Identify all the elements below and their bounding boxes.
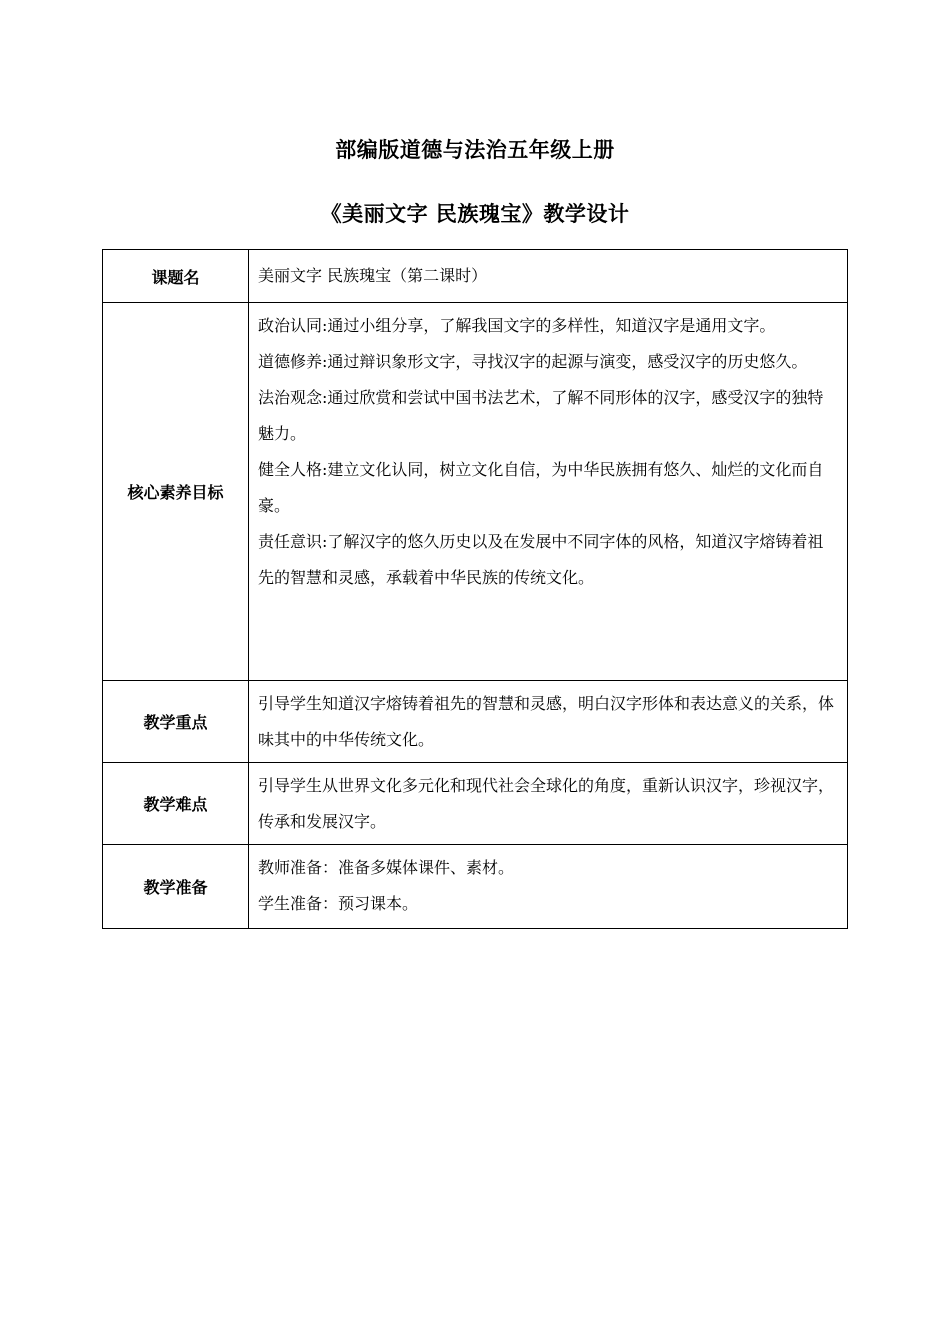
row-content-preparation	[249, 845, 848, 929]
row-label-key-points: 教学重点	[103, 681, 249, 763]
goal-sound-personality: 健全人格:建立文化认同，树立文化自信，为中华民族拥有悠久、灿烂的文化而自豪。	[258, 460, 824, 515]
goal-political-identity: 政治认同:通过小组分享，了解我国文字的多样性，知道汉字是通用文字。	[258, 316, 776, 335]
table-row-preparation	[103, 845, 848, 929]
row-content-core-goals	[249, 303, 848, 681]
row-content-key-points	[249, 681, 848, 763]
student-preparation: 学生准备：预习课本。	[258, 894, 419, 913]
teacher-preparation: 教师准备：准备多媒体课件、素材。	[258, 858, 515, 877]
row-content-difficulties	[249, 763, 848, 845]
row-label-difficulties: 教学难点	[103, 763, 249, 845]
key-points-text: 引导学生知道汉字熔铸着祖先的智慧和灵感，明白汉字形体和表达意义的关系，体味其中的中华传统文化。	[258, 694, 835, 749]
row-content-topic	[249, 250, 848, 303]
row-label-core-goals: 核心素养目标	[103, 303, 249, 681]
table-row-topic	[103, 250, 848, 303]
goal-responsibility: 责任意识:了解汉字的悠久历史以及在发展中不同字体的风格，知道汉字熔铸着祖先的智慧和灵感，承载着中华民族的传统文化。	[258, 532, 824, 587]
table-row-core-goals	[103, 303, 848, 681]
table-row-key-points	[103, 681, 848, 763]
row-label-preparation: 教学准备	[103, 845, 249, 929]
document-subtitle: 《美丽文字 民族瑰宝》教学设计	[320, 202, 630, 226]
document-title: 部编版道德与法治五年级上册	[335, 138, 615, 162]
difficulties-text: 引导学生从世界文化多元化和现代社会全球化的角度，重新认识汉字，珍视汉字，传承和发展汉字。	[258, 776, 835, 831]
lesson-plan-table	[102, 249, 848, 929]
table-row-difficulties	[103, 763, 848, 845]
goal-rule-of-law: 法治观念:通过欣赏和尝试中国书法艺术，了解不同形体的汉字，感受汉字的独特魅力。	[258, 388, 824, 443]
goal-moral-cultivation: 道德修养:通过辩识象形文字，寻找汉字的起源与演变，感受汉字的历史悠久。	[258, 352, 808, 371]
topic-text: 美丽文字 民族瑰宝（第二课时）	[258, 266, 488, 285]
row-label-topic: 课题名	[103, 250, 249, 303]
